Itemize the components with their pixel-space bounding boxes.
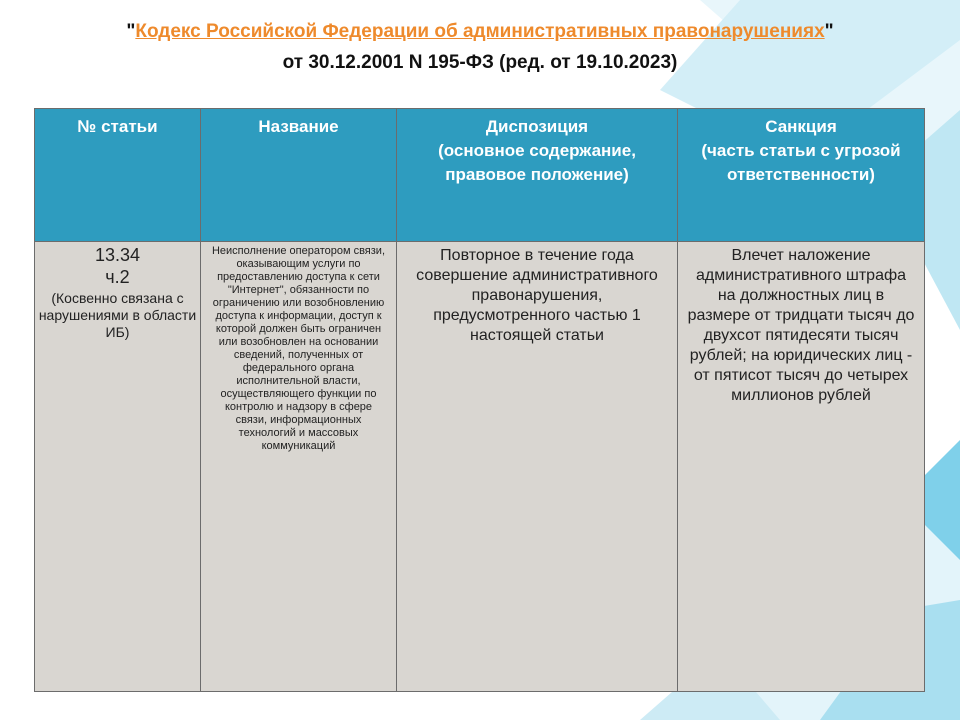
table-header-row: [35, 109, 925, 242]
title-subtitle: от 30.12.2001 N 195-ФЗ (ред. от 19.10.2023): [282, 52, 678, 73]
page-title: [0, 16, 960, 78]
article-note: (Косвенно связана с нарушениями в области ИБ): [38, 290, 197, 340]
header-disposition: Диспозиция (основное содержание, правовое положение): [397, 109, 678, 242]
quote-close: ": [824, 21, 834, 42]
header-article-number: № статьи: [35, 109, 201, 242]
cell-article-name: Неисполнение оператором связи, оказывающим услуги по предоставлению доступа к сети "Интернет", обязанности по ограничению или возобновлению доступа к информации, доступ к которой должен быть ограничен или возобновлен на основании сведений, полученных от федерального органа исполнительной власти, осуществляющего функции по контролю и надзору в сфере связи, информационных технологий и массовых коммуникаций: [201, 242, 397, 692]
header-name: Название: [201, 109, 397, 242]
quote-open: ": [126, 21, 136, 42]
header-sanction: Санкция (часть статьи с угрозой ответственности): [678, 109, 925, 242]
codex-link[interactable]: Кодекс Российской Федерации об административных правонарушениях: [135, 21, 825, 42]
article-number: 13.34: [94, 245, 141, 265]
article-part: ч.2: [105, 267, 130, 287]
table-row: [35, 242, 925, 692]
cell-article-number: [35, 242, 201, 692]
law-table: [34, 108, 925, 692]
cell-sanction: Влечет наложение административного штрафа на должностных лиц в размере от тридцати тысяч до двухсот пятидесяти тысяч рублей; на юридических лиц - от пятисот тысяч до четырех миллионов рублей: [678, 242, 925, 692]
title-line: [0, 16, 960, 47]
cell-disposition: Повторное в течение года совершение административного правонарушения, предусмотренного частью 1 настоящей статьи: [397, 242, 678, 692]
